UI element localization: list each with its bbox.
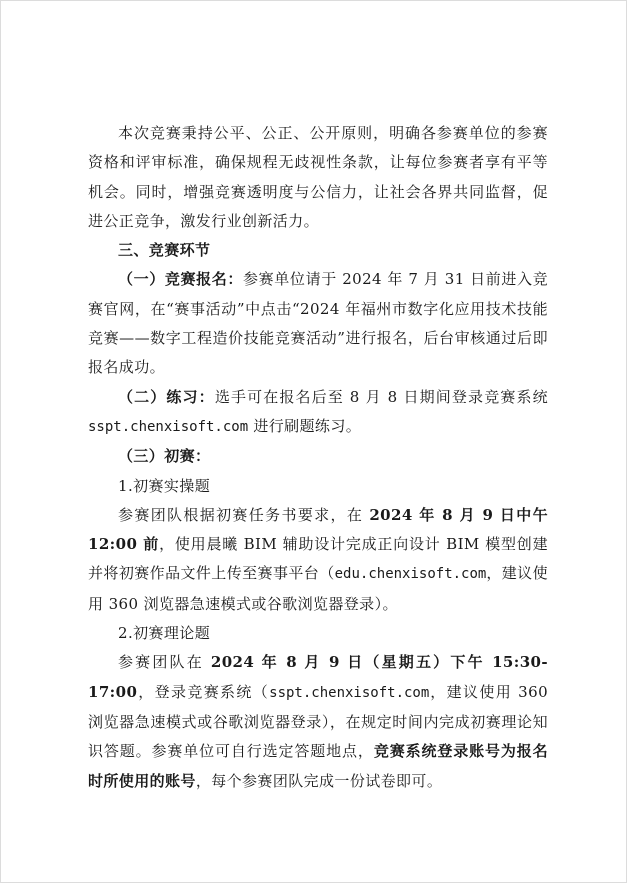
practical-deadline: 2024 年 8 月 9 日中午 12:00 前 <box>88 505 549 554</box>
practical-text-2: ，使用晨曦 BIM 辅助设计完成正向设计 BIM 模型创建并将初赛作品文件上传至赛事平台（ <box>88 535 548 583</box>
practical-paragraph <box>88 501 548 619</box>
principle-text: 本次竞赛秉持公平、公正、公开原则，明确各参赛单位的参赛资格和评审标准，确保规程无歧视性条款，让每位参赛者享有平等机会。同时，增强竞赛透明度与公信力，让社会各界共同监督，促进公正竞争，激发行业创新活力。 <box>88 124 548 230</box>
practice-text-end: 进行刷题练习。 <box>248 416 362 435</box>
theory-schedule: 2024 年 8 月 9 日（星期五）下午 15:30-17:00 <box>88 653 549 701</box>
registration-label: （一）竞赛报名： <box>118 270 244 289</box>
practice-label: （二）练习： <box>118 387 215 406</box>
principle-paragraph <box>88 119 548 236</box>
document-body <box>88 119 548 796</box>
theory-url: sspt.chenxisoft.com <box>269 684 430 701</box>
practical-title: 1.初赛实操题 <box>118 476 211 495</box>
section-heading: 三、竞赛环节 <box>118 241 211 260</box>
theory-text-3: ，建议使用 360 浏览器急速模式或谷歌浏览器登录），在规定时间内完成初赛理论知识答题。参赛单位可自行选定答题地点， <box>88 682 549 761</box>
practical-text-1: 参赛团队根据初赛任务书要求，在 <box>118 505 370 524</box>
theory-text-4: ，每个参赛团队完成一份试卷即可。 <box>195 771 443 790</box>
theory-text-2: ，登录竞赛系统（ <box>137 682 270 701</box>
practice-url: sspt.chenxisoft.com <box>88 418 249 435</box>
practical-url: edu.chenxisoft.com <box>334 566 487 583</box>
theory-title: 2.初赛理论题 <box>118 624 211 643</box>
practice-paragraph <box>88 383 548 443</box>
practical-text-3: ，建议使用 360 浏览器急速模式或谷歌浏览器登录）。 <box>88 564 548 613</box>
theory-account-note: 竞赛系统登录账号为报名时所使用的账号 <box>88 742 548 790</box>
theory-paragraph <box>88 648 548 795</box>
registration-paragraph <box>88 265 548 382</box>
practice-text: 选手可在报名后至 8 月 8 日期间登录竞赛系统 <box>214 387 548 406</box>
preliminary-heading: （三）初赛： <box>118 447 211 466</box>
registration-text: 参赛单位请于 2024 年 7 月 31 日前进入竞赛官网，在“赛事活动”中点击“2024 年福州市数字化应用技术技能竞赛——数字工程造价技能竞赛活动”进行报名，后台审核通过后即报名成功。 <box>88 270 548 377</box>
theory-text-1: 参赛团队在 <box>118 653 211 672</box>
